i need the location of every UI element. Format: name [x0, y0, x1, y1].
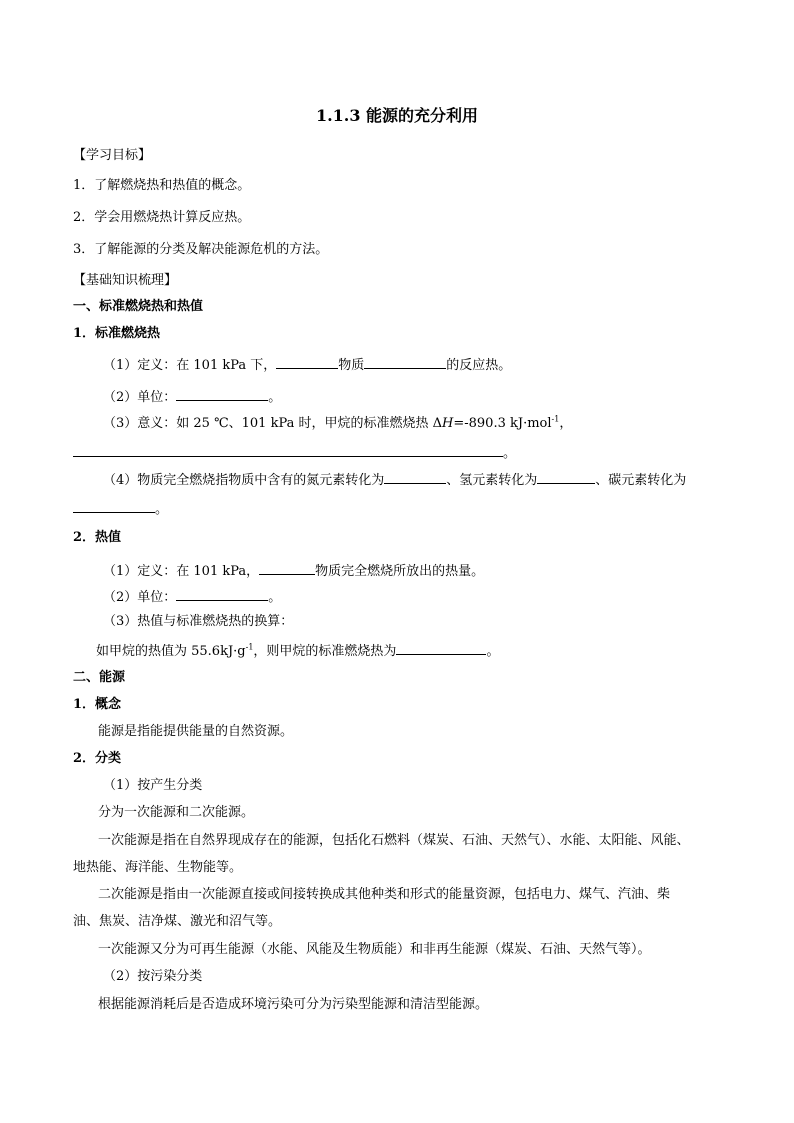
heat-value-unit [103, 586, 281, 608]
combustion-meaning-answer [73, 442, 516, 464]
secondary-energy-line-1: 二次能源是指由一次能源直接或间接转换成其他种类和形式的能量资源，包括电力、煤气、汽油、柴 [98, 887, 671, 902]
objective-item-1: 1．了解燃烧热和热值的概念。 [73, 178, 251, 193]
heat-value-example [96, 640, 499, 662]
text: 、氢元素转化为 [446, 473, 538, 488]
secondary-energy-line-2: 油、焦炭、洁净煤、激光和沼气等。 [73, 914, 282, 929]
complete-combustion-cont [73, 498, 168, 520]
fill-blank[interactable] [176, 386, 268, 401]
text: 、碳元素转化为 [595, 473, 687, 488]
enthalpy-symbol: H [442, 416, 454, 431]
text: （2）单位： [103, 590, 177, 605]
classification-by-pollution: （2）按污染分类 [103, 969, 203, 984]
fill-blank[interactable] [396, 640, 486, 655]
combustion-unit [103, 386, 281, 408]
heat-value-conversion: （3）热值与标准燃烧热的换算： [103, 614, 294, 629]
text: 。 [268, 390, 282, 405]
fill-blank[interactable] [259, 560, 315, 575]
heat-value-definition [103, 560, 484, 582]
text: （3）意义：如 25 ℃、101 kPa 时，甲烷的标准燃烧热 Δ [103, 416, 443, 431]
text: （1）定义：在 101 kPa 下， [103, 358, 277, 373]
pollution-classification-text: 根据能源消耗后是否造成环境污染可分为污染型能源和清洁型能源。 [98, 997, 489, 1012]
fill-blank[interactable] [537, 469, 595, 484]
section-1-title: 一、标准燃烧热和热值 [73, 299, 204, 314]
objective-item-3: 3．了解能源的分类及解决能源危机的方法。 [73, 242, 329, 257]
complete-combustion [103, 469, 686, 491]
text: ，则甲烷的标准燃烧热为 [253, 644, 397, 659]
renewable-energy: 一次能源又分为可再生能源（水能、风能及生物质能）和非再生能源（煤炭、石油、天然气等）。 [98, 942, 651, 957]
subsection-1-1-title: 1．标准燃烧热 [73, 326, 161, 341]
text: 。 [268, 590, 282, 605]
classification-by-origin: （1）按产生分类 [103, 778, 203, 793]
superscript: -1 [551, 414, 560, 424]
classification-split: 分为一次能源和二次能源。 [98, 805, 255, 820]
primary-energy-line-2: 地热能、海洋能、生物能等。 [73, 860, 243, 875]
objective-item-2: 2．学会用燃烧热计算反应热。 [73, 210, 251, 225]
objectives-heading: 【学习目标】 [73, 148, 152, 163]
text: 的反应热。 [446, 358, 512, 373]
text: =-890.3 kJ·mol [453, 416, 552, 431]
fill-blank[interactable] [364, 354, 446, 369]
subsection-1-2-title: 2．热值 [73, 530, 122, 545]
fill-blank[interactable] [276, 354, 338, 369]
subsection-2-1-title: 1．概念 [73, 697, 122, 712]
text: 。 [155, 502, 169, 517]
energy-concept: 能源是指能提供能量的自然资源。 [98, 724, 294, 739]
combustion-definition [103, 354, 511, 376]
text: 物质 [338, 358, 365, 373]
text: （1）定义：在 101 kPa， [103, 564, 260, 579]
text: （4）物质完全燃烧指物质中含有的氮元素转化为 [103, 473, 385, 488]
text: （2）单位： [103, 390, 177, 405]
text: 。 [503, 446, 517, 461]
fill-blank[interactable] [176, 586, 268, 601]
page-title: 1.1.3 能源的充分利用 [315, 106, 479, 125]
combustion-meaning [103, 414, 572, 434]
text: 如甲烷的热值为 55.6kJ·g [96, 644, 246, 659]
fill-blank[interactable] [384, 469, 446, 484]
superscript: -1 [245, 642, 254, 652]
text: 物质完全燃烧所放出的热量。 [315, 564, 485, 579]
text: ， [559, 416, 573, 431]
primary-energy-line-1: 一次能源是指在自然界现成存在的能源，包括化石燃料（煤炭、石油、天然气）、水能、太阳能、风能、 [98, 833, 690, 848]
knowledge-heading: 【基础知识梳理】 [73, 273, 178, 288]
text: 。 [486, 644, 500, 659]
fill-blank[interactable] [73, 498, 155, 513]
subsection-2-2-title: 2．分类 [73, 751, 122, 766]
fill-blank[interactable] [73, 442, 503, 457]
section-2-title: 二、能源 [73, 670, 126, 685]
